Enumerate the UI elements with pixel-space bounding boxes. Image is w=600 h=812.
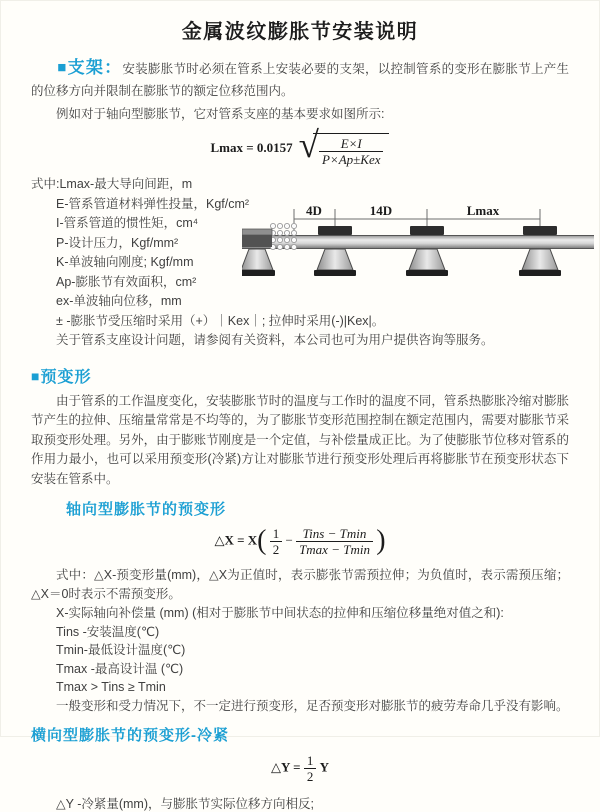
one-half-fraction: $\frac{1}{2}$	[270, 526, 283, 557]
axial-definition-line: Tins -安装温度(℃)	[56, 624, 160, 639]
formula-definitions	[31, 175, 569, 351]
pipe-support-diagram	[242, 202, 597, 302]
document-page	[1, 1, 599, 812]
sqrt-radical: √ $\frac{E\times I}{\text{P×Ap±Kex}}$	[299, 131, 390, 167]
guide-support	[519, 226, 561, 276]
axial-definition-line: Tmax > Tins ≥ Tmin	[56, 680, 166, 694]
lateral-note-line: △Y -冷紧量(mm)，与膨胀节实际位移方向相反;	[56, 797, 314, 811]
support-intro-text: 安装膨胀节时必须在管系上安装必要的支架，以控制管系的变形在膨胀节上产生的位移方向并限制在膨胀节的额定位移范围内。	[31, 62, 569, 98]
axial-definition-line: X-实际轴向补偿量 (mm) (相对于膨胀节中间状态的拉伸和压缩位移量绝对值之和):	[56, 606, 504, 620]
definition-line: I-管系管道的惯性矩，cm⁴	[56, 216, 199, 230]
definition-line: 式中:Lmax-最大导向间距，m	[31, 177, 193, 191]
lateral-formula	[31, 753, 569, 784]
predeform-section-heading	[31, 364, 569, 387]
lmax-formula-fraction: $\frac{E\times I}{\text{P×Ap±Kex}}$	[319, 136, 384, 167]
axial-definition-line: 一般变形和受力情况下，不一定进行预变形，足否预变形对膨胀节的疲劳寿命几乎没有影响。	[56, 698, 569, 713]
axial-subsection-heading: 轴向型膨胀节的预变形	[66, 501, 227, 518]
lateral-formula-rhs: Y	[319, 759, 329, 775]
lmax-formula-lhs: Lmax = 0.0157	[210, 139, 293, 155]
support-section-heading	[57, 58, 122, 77]
dimension-label-lmax: Lmax	[466, 203, 500, 218]
predeform-body-paragraph: 由于管系的工作温度变化，安装膨胀节时的温度与工作时的温度不同，管系热膨胀冷缩对膨胀节产生的拉伸、压缩量常常是不均等的，为了膨胀节变形范围控制在额定范围内，需要对膨胀节采取预变形处理。另外，由于膨账节刚度是一个定值，与补偿量成正比。为了使膨胀节位移对管系的作用力最小，也可以采用预变形(冷紧)方让对膨胀节进行预变形处理后再将膨胀节在预变形状态下安装在管系中。	[31, 393, 569, 486]
guide-support	[314, 226, 356, 276]
definition-line: ex-单波轴向位移，mm	[56, 294, 182, 308]
one-half-fraction: $\frac{1}{2}$	[304, 753, 317, 784]
axial-explain-paragraph: 式中：△X-预变形量(mm)，△X为正值时，表示膨张节需预拉伸；为负值时，表示需预压缩；△X＝0时表示不需预变形。	[31, 568, 569, 601]
axial-formula: △X = X( $\frac{1}{2}$ − $\frac{\text{Tins − Tmin}}{Tmax - Tmin}$ )	[214, 524, 386, 557]
definition-line: Ap-膨胀节有效面积，cm²	[56, 274, 197, 289]
definition-line: E-管系管道材料弹性投量，Kgf/cm²	[56, 196, 250, 211]
guide-support	[406, 226, 448, 276]
anchor-support	[242, 229, 275, 276]
dimension-label-4d: 4D	[306, 203, 322, 218]
axial-definition-line: Tmax -最高设计温 (℃)	[56, 661, 184, 676]
lmax-formula	[31, 125, 569, 167]
axial-definition-list	[31, 604, 569, 715]
support-example-line: 例如对于轴向型膨胀节，它对管系支座的基本要求如图所示:	[56, 107, 385, 121]
support-heading-label: 支架：	[67, 58, 123, 77]
dimension-label-14d: 14D	[369, 203, 393, 218]
definition-line: 关于管系支座设计问题，请参阅有关资料，本公司也可为用户提供咨询等服务。	[56, 333, 494, 347]
temperature-fraction: $\frac{\text{Tins − Tmin}}{Tmax - Tmin}$	[296, 526, 373, 557]
predeform-heading-label: 预变形	[40, 368, 92, 386]
support-intro-paragraph	[31, 57, 569, 102]
page-title: 金属波纹膨胀节安装说明	[181, 21, 419, 43]
lateral-formula-lhs: △Y =	[271, 759, 301, 775]
definition-line: ± -膨胀节受压缩时采用（+）｜Kex｜; 拉伸时采用(-)|Kex|。	[56, 313, 385, 328]
square-bullet-icon: ■	[57, 59, 68, 76]
definition-line: P-设计压力，Kgf/mm²	[56, 235, 179, 250]
axial-formula-lhs: △X = X	[214, 532, 258, 548]
axial-definition-line: Tmin-最低设计温度(℃)	[56, 643, 186, 657]
square-bullet-icon: ■	[31, 367, 41, 384]
definition-line: K-单波轴向刚度; Kgf/mm	[56, 255, 194, 269]
minus-sign: −	[285, 532, 293, 548]
lateral-subsection-heading: 横向型膨胀节的预变形-冷紧	[31, 727, 229, 744]
